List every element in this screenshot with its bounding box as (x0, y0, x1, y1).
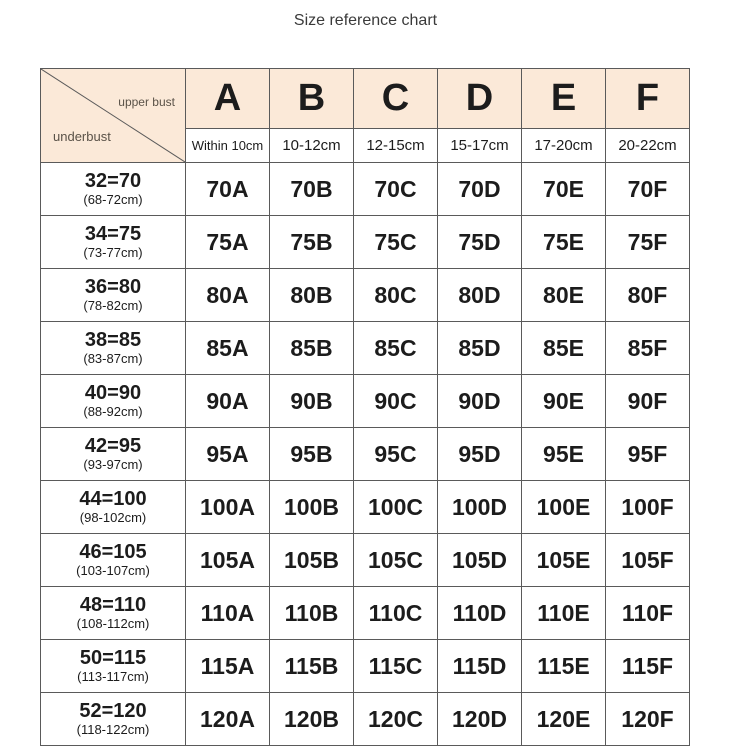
row-label-cell (41, 216, 186, 269)
size-cell: 80F (606, 269, 690, 322)
size-cell: 90B (270, 375, 354, 428)
row-label-cell (41, 269, 186, 322)
size-cell: 70F (606, 163, 690, 216)
row-size-label: 44=100 (79, 488, 147, 511)
size-cell: 85C (354, 322, 438, 375)
size-cell: 105C (354, 534, 438, 587)
size-cell: 90C (354, 375, 438, 428)
row-size-range: (108-112cm) (76, 616, 150, 632)
size-cell: 70C (354, 163, 438, 216)
row-size-label: 42=95 (84, 435, 142, 458)
size-cell: 80C (354, 269, 438, 322)
row-label-cell (41, 640, 186, 693)
size-cell: 110F (606, 587, 690, 640)
size-cell: 100B (270, 481, 354, 534)
row-label-cell (41, 481, 186, 534)
row-size-range: (113-117cm) (77, 669, 149, 685)
column-letter-f: F (606, 69, 690, 129)
row-size-range: (88-92cm) (83, 404, 143, 420)
table-row (41, 693, 690, 746)
row-size-label: 48=110 (79, 594, 147, 617)
size-cell: 95F (606, 428, 690, 481)
table-row (41, 322, 690, 375)
size-cell: 120D (438, 693, 522, 746)
size-reference-table (40, 68, 690, 746)
size-cell: 120A (186, 693, 270, 746)
row-size-label: 38=85 (84, 329, 142, 352)
row-size-range: (93-97cm) (83, 457, 143, 473)
table-row (41, 534, 690, 587)
size-cell: 105D (438, 534, 522, 587)
size-cell: 110B (270, 587, 354, 640)
row-size-range: (83-87cm) (83, 351, 143, 367)
size-cell: 95A (186, 428, 270, 481)
size-cell: 85E (522, 322, 606, 375)
column-range-b: 10-12cm (270, 129, 354, 163)
size-cell: 115C (354, 640, 438, 693)
size-cell: 75F (606, 216, 690, 269)
size-cell: 105F (606, 534, 690, 587)
size-cell: 80B (270, 269, 354, 322)
column-letter-d: D (438, 69, 522, 129)
size-cell: 75D (438, 216, 522, 269)
size-cell: 120E (522, 693, 606, 746)
row-size-label: 46=105 (79, 541, 147, 564)
size-cell: 90F (606, 375, 690, 428)
row-size-range: (78-82cm) (83, 298, 143, 314)
size-cell: 85B (270, 322, 354, 375)
size-cell: 95E (522, 428, 606, 481)
row-label-cell (41, 163, 186, 216)
header-letters-row (41, 69, 690, 129)
size-cell: 75A (186, 216, 270, 269)
row-size-label: 32=70 (84, 170, 142, 193)
table-row (41, 640, 690, 693)
page-title: Size reference chart (293, 12, 438, 29)
size-cell: 80D (438, 269, 522, 322)
size-cell: 80E (522, 269, 606, 322)
size-cell: 100D (438, 481, 522, 534)
size-cell: 115B (270, 640, 354, 693)
underbust-label: underbust (53, 129, 111, 144)
column-range-e: 17-20cm (522, 129, 606, 163)
diagonal-divider-line (41, 69, 185, 162)
size-cell: 105E (522, 534, 606, 587)
size-cell: 95C (354, 428, 438, 481)
size-cell: 70B (270, 163, 354, 216)
size-cell: 120C (354, 693, 438, 746)
row-label-cell (41, 428, 186, 481)
size-cell: 80A (186, 269, 270, 322)
size-cell: 85A (186, 322, 270, 375)
column-letter-b: B (270, 69, 354, 129)
size-cell: 115D (438, 640, 522, 693)
row-size-range: (98-102cm) (79, 510, 147, 526)
size-cell: 100A (186, 481, 270, 534)
size-cell: 120B (270, 693, 354, 746)
size-cell: 90D (438, 375, 522, 428)
size-cell: 115F (606, 640, 690, 693)
size-table-body (41, 163, 690, 746)
row-size-range: (68-72cm) (83, 192, 143, 208)
row-label-cell (41, 534, 186, 587)
size-cell: 75E (522, 216, 606, 269)
size-cell: 100C (354, 481, 438, 534)
row-label-cell (41, 693, 186, 746)
size-cell: 110C (354, 587, 438, 640)
size-cell: 85F (606, 322, 690, 375)
size-cell: 110E (522, 587, 606, 640)
table-row (41, 375, 690, 428)
row-size-label: 36=80 (84, 276, 142, 299)
table-row (41, 428, 690, 481)
size-cell: 105B (270, 534, 354, 587)
row-size-label: 50=115 (79, 647, 147, 670)
size-cell: 70A (186, 163, 270, 216)
size-cell: 90E (522, 375, 606, 428)
size-cell: 120F (606, 693, 690, 746)
row-label-cell (41, 587, 186, 640)
row-size-range: (73-77cm) (83, 245, 143, 261)
column-letter-a: A (186, 69, 270, 129)
size-cell: 115E (522, 640, 606, 693)
size-cell: 100F (606, 481, 690, 534)
size-cell: 75C (354, 216, 438, 269)
corner-header-cell (41, 69, 186, 163)
size-cell: 95B (270, 428, 354, 481)
size-cell: 110D (438, 587, 522, 640)
column-letter-c: C (354, 69, 438, 129)
row-label-cell (41, 375, 186, 428)
size-cell: 95D (438, 428, 522, 481)
size-cell: 100E (522, 481, 606, 534)
size-cell: 70D (438, 163, 522, 216)
row-size-range: (103-107cm) (76, 563, 150, 579)
size-cell: 90A (186, 375, 270, 428)
upper-bust-label: upper bust (118, 95, 175, 109)
size-cell: 110A (186, 587, 270, 640)
column-range-c: 12-15cm (354, 129, 438, 163)
table-row (41, 269, 690, 322)
size-cell: 75B (270, 216, 354, 269)
row-size-range: (118-122cm) (76, 722, 150, 738)
column-range-d: 15-17cm (438, 129, 522, 163)
column-letter-e: E (522, 69, 606, 129)
size-cell: 85D (438, 322, 522, 375)
row-label-cell (41, 322, 186, 375)
row-size-label: 40=90 (84, 382, 142, 405)
row-size-label: 52=120 (79, 700, 147, 723)
table-row (41, 163, 690, 216)
size-cell: 70E (522, 163, 606, 216)
column-range-a: Within 10cm (186, 129, 270, 163)
table-row (41, 481, 690, 534)
row-size-label: 34=75 (84, 223, 142, 246)
size-cell: 105A (186, 534, 270, 587)
column-range-f: 20-22cm (606, 129, 690, 163)
table-row (41, 216, 690, 269)
size-cell: 115A (186, 640, 270, 693)
table-row (41, 587, 690, 640)
